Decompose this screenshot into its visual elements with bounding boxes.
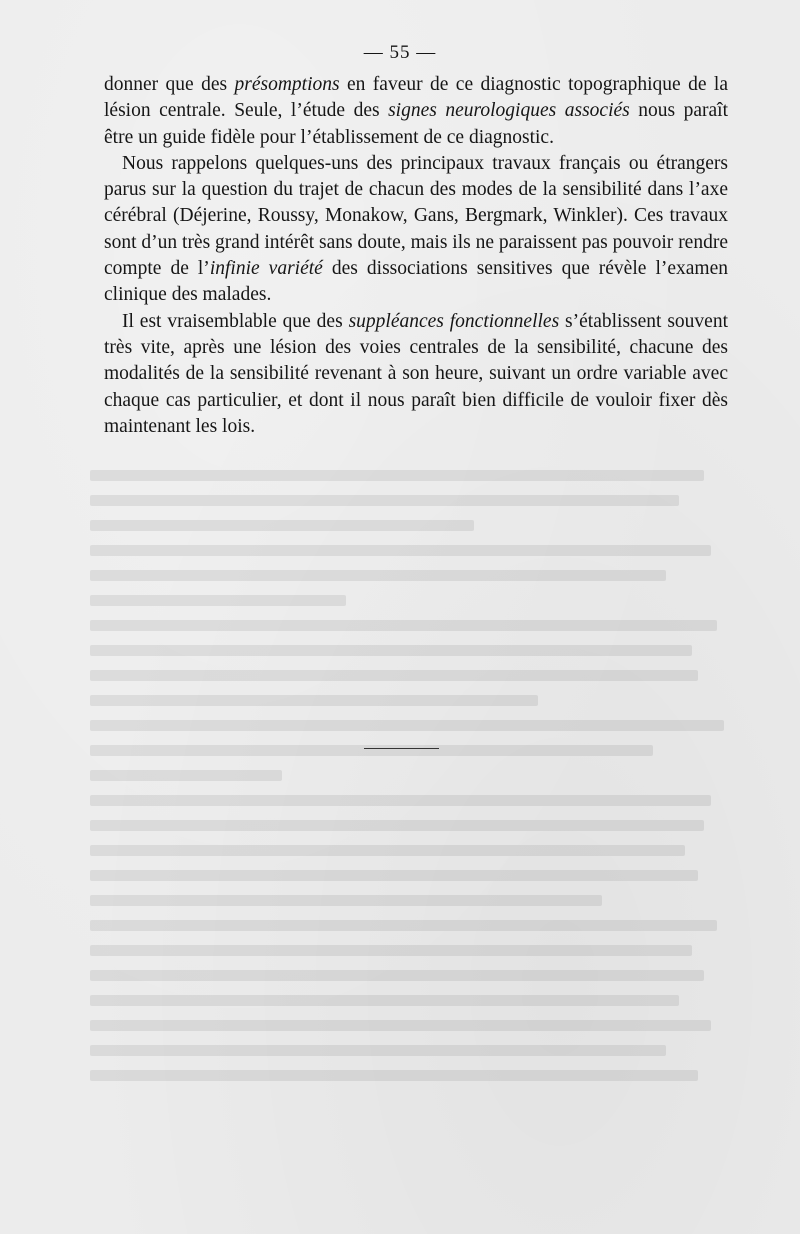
text-run: Il est vraisemblable que des (122, 310, 349, 332)
text-run: nous paraît être un guide fidèle pour l’établissement de ce diagnostic. (104, 100, 729, 148)
italic-term: signes neurologiques associés (388, 100, 630, 122)
paragraph (104, 72, 728, 151)
text-run: en faveur de ce diagnostic topographique de la lésion centrale. Seule, l’étude des (104, 74, 728, 122)
bleed-through-text (90, 470, 730, 1170)
italic-term: infinie variété (209, 258, 323, 280)
section-divider (364, 748, 439, 749)
text-run: des dissociations sensitives que révèle l’examen clinique des malades. (104, 258, 728, 306)
body-text (104, 72, 728, 440)
paragraph (104, 151, 728, 309)
italic-term: suppléances fonctionnelles (348, 310, 560, 332)
italic-term: présomptions (234, 74, 340, 95)
text-run: donner que des (104, 74, 235, 95)
page-number: — 55 — (363, 42, 437, 63)
paragraph (104, 309, 728, 440)
text-run: s’établissent souvent très vite, après une lésion des voies centrales de la sensibilité, chacune des modalités de la sensibilité revenant à son heure, suivant un ordre variable avec chaque cas particulier, et dont il nous paraît bien difficile de vouloir fixer dès maintenant les lois. (104, 310, 728, 437)
text-run: Nous rappelons quelques-uns des principaux travaux français ou étrangers parus sur la question du trajet de chacun des modes de la sensibilité dans l’axe cérébral (Déjerine, Roussy, Monakow, Gans, Bergmark, Winkler). Ces travaux sont d’un très grand intérêt sans doute, mais ils ne paraissent pas pouvoir rendre compte de l’ (104, 152, 728, 280)
